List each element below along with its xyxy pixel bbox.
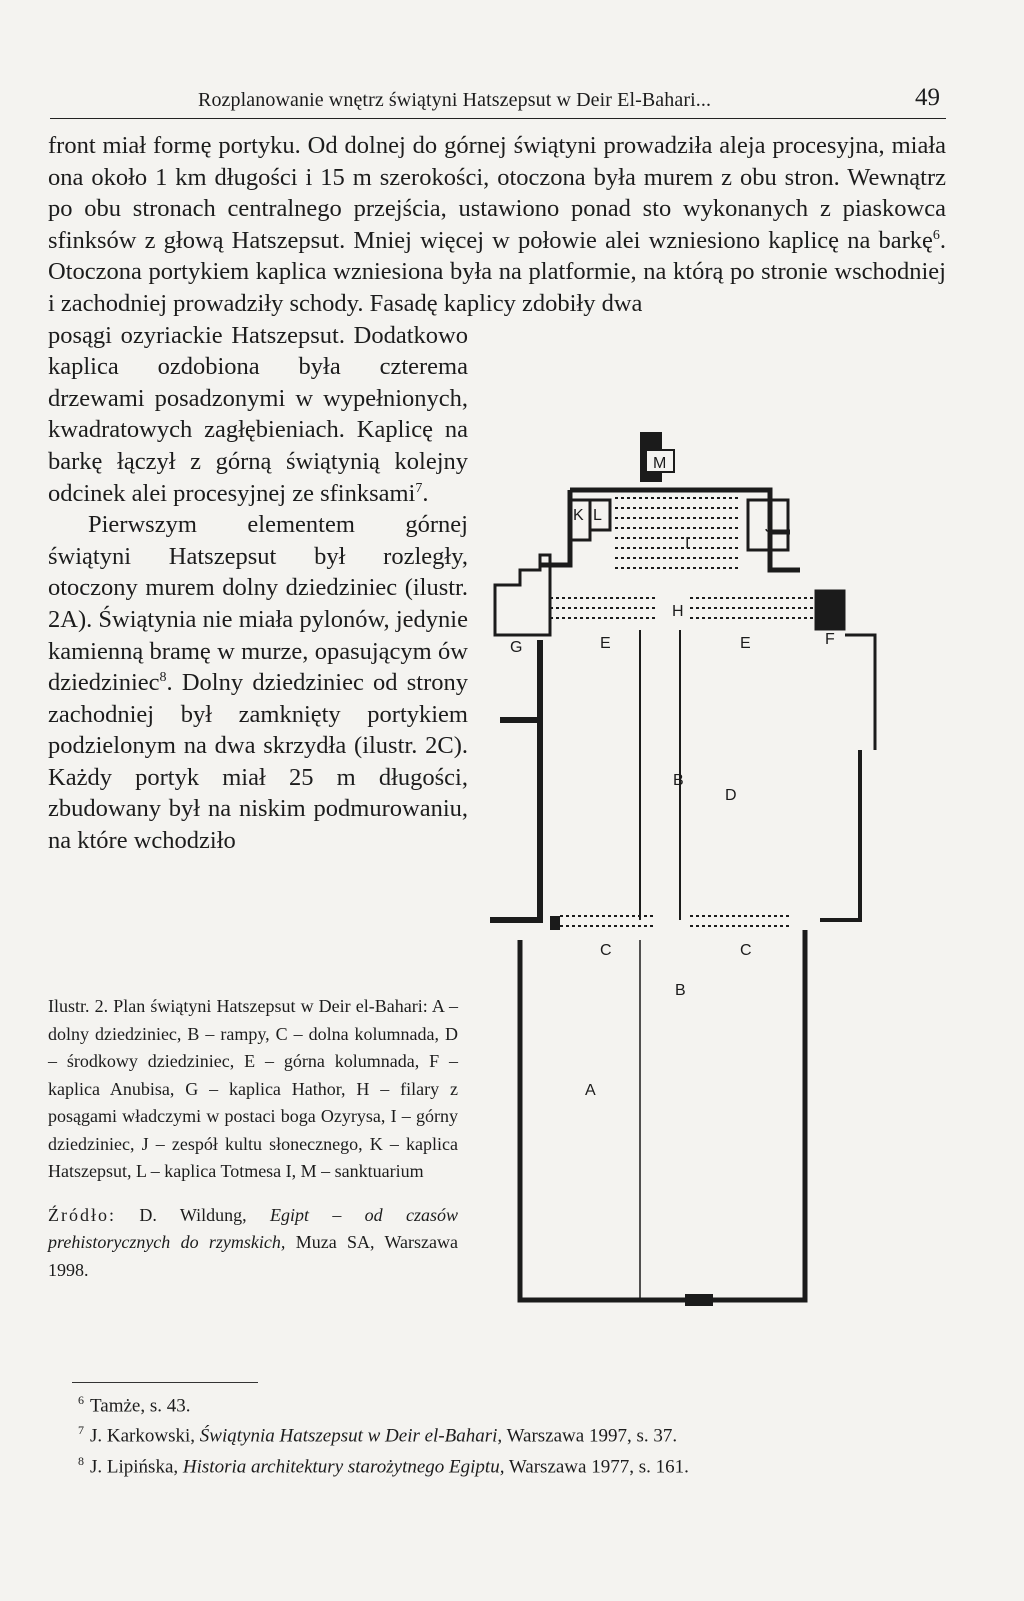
paragraph-1-text-c: posągi ozyriackie Hatszepsut. Dodatkowo kaplica ozdobiona była czterema drzewami posadzonymi w wypełnionych, kwadratowych zagłębieniach. Kaplicę na barkę łączył z górną świątynią kolejny odcinek alei procesyjnej ze sfinksami [48, 321, 468, 507]
footnote-author: J. Karkowski, [90, 1425, 196, 1447]
plan-label-g: G [510, 639, 523, 656]
footnotes [78, 1388, 938, 1479]
caption-text: Ilustr. 2. Plan świątyni Hatszepsut w Deir el-Bahari: A – dolny dziedziniec, B – rampy, C – dolna kolumnada, D – środkowy dziedziniec, E – górna kolumnada, F – kaplica Anubisa, G – kaplica Hathor, H – filary z posągami władczymi w postaci boga Ozyrysa, I – górny dziedziniec, J – zespół kultu słonecznego, K – kaplica Hatszepsut, L – kaplica Totmesa I, M – sanktuarium [48, 996, 458, 1181]
plan-label-b-upper: B [673, 772, 684, 789]
paragraph-2 [48, 509, 468, 857]
footnote-ref-7: 7 [415, 480, 423, 496]
paragraph-2-text: Pierwszym elementem górnej świątyni Hatszepsut był rozległy, otoczony murem dolny dziedziniec (ilustr. 2A). Świątynia nie miała pylonów, jedynie kamienną bramę w murze, opasującym ów dziedziniec [48, 511, 468, 697]
lower-colonnade [560, 916, 790, 926]
figure-caption [48, 993, 458, 1284]
middle-court-wall [490, 640, 540, 920]
running-title: Rozplanowanie wnętrz świątyni Hatszepsut w Deir El-Bahari... [198, 89, 712, 111]
anubis-chapel-annex [845, 635, 875, 750]
paragraph-1 [48, 130, 946, 320]
footnote-author: J. Lipińska, [90, 1455, 179, 1477]
upper-court-columns [615, 498, 740, 568]
plan-label-c-right: C [740, 942, 752, 959]
plan-label-e-right: E [740, 635, 751, 652]
paragraph-1-text-b: . Otoczona portykiem kaplica wzniesiona była na platformie, na którą po stronie wschodniej i zachodniej prowadziły schody. Fasadę kaplicy zdobiły dwa [48, 226, 946, 317]
paragraph-1-text: front miał formę portyku. Od dolnej do górnej świątyni prowadziła aleja procesyjna, miała ona około 1 km długości i 15 m szerokości, otoczona była murem z obu stron. Wewnątrz po obu stronach centralnego przejścia, ustawiono ponad sto wykonanych z piaskowca sfinksów z głową Hatszepsut. Mniej więcej w połowie alei wzniesiono kaplicę na barkę [48, 132, 946, 254]
footnote-7 [78, 1418, 938, 1448]
footnote-6 [78, 1388, 938, 1418]
colonnade-end-block [550, 916, 560, 930]
plan-label-m: M [653, 455, 667, 472]
footnote-text: Tamże, s. 43. [90, 1395, 191, 1417]
paragraph-1-end: . [422, 479, 429, 507]
footnote-mark: 6 [78, 1393, 84, 1407]
footnote-mark: 8 [78, 1453, 84, 1468]
plan-label-l: L [593, 507, 602, 524]
footnote-title: Historia architektury starożytnego Egiptu, [182, 1455, 505, 1477]
footnote-mark: 7 [78, 1423, 84, 1438]
paragraph-1-continued [48, 320, 468, 510]
plan-label-h: H [672, 603, 684, 620]
footnote-title: Świątynia Hatszepsut w Deir el-Bahari, [199, 1425, 503, 1447]
anubis-chapel [815, 590, 845, 630]
plan-label-e-left: E [600, 635, 611, 652]
plan-label-j: J [765, 519, 773, 536]
middle-court-east-wall [820, 750, 860, 920]
lower-court-gate [685, 1294, 713, 1306]
footnote-pub: Warszawa 1997, s. 37. [506, 1425, 678, 1447]
plan-label-b-lower: B [675, 982, 686, 999]
plan-label-k: K [573, 507, 584, 524]
temple-plan [490, 420, 890, 1360]
plan-label-c-left: C [600, 942, 612, 959]
footnote-8 [78, 1449, 938, 1479]
running-header [50, 82, 946, 119]
source-publisher: Muza SA, Warszawa 1998. [48, 1232, 459, 1280]
source-title: Egipt – od czasów prehistorycznych do rzymskich, [48, 1204, 459, 1252]
footnote-ref-8: 8 [159, 669, 167, 685]
lower-court-wall [520, 930, 805, 1300]
footnote-pub: Warszawa 1977, s. 161. [508, 1455, 689, 1477]
paragraph-2-text-b: . Dolny dziedziniec od strony zachodniej był zamknięty portykiem podzielonym na dwa skrzydła (ilustr. 2C). Każdy portyk miał 25 m długości, zbudowany był na niskim podmurowaniu, na które wchodziło [48, 669, 468, 855]
source-label: Źródło: [48, 1204, 116, 1225]
page-number: 49 [915, 84, 940, 111]
caption-source [48, 1202, 458, 1285]
plan-label-f: F [825, 631, 835, 648]
plan-label-d: D [725, 787, 737, 804]
footnote-ref-6: 6 [932, 227, 940, 243]
plan-label-i: I [685, 535, 690, 552]
plan-label-a: A [585, 1082, 596, 1099]
footnote-separator [72, 1382, 258, 1383]
source-author: D. Wildung, [139, 1204, 247, 1225]
